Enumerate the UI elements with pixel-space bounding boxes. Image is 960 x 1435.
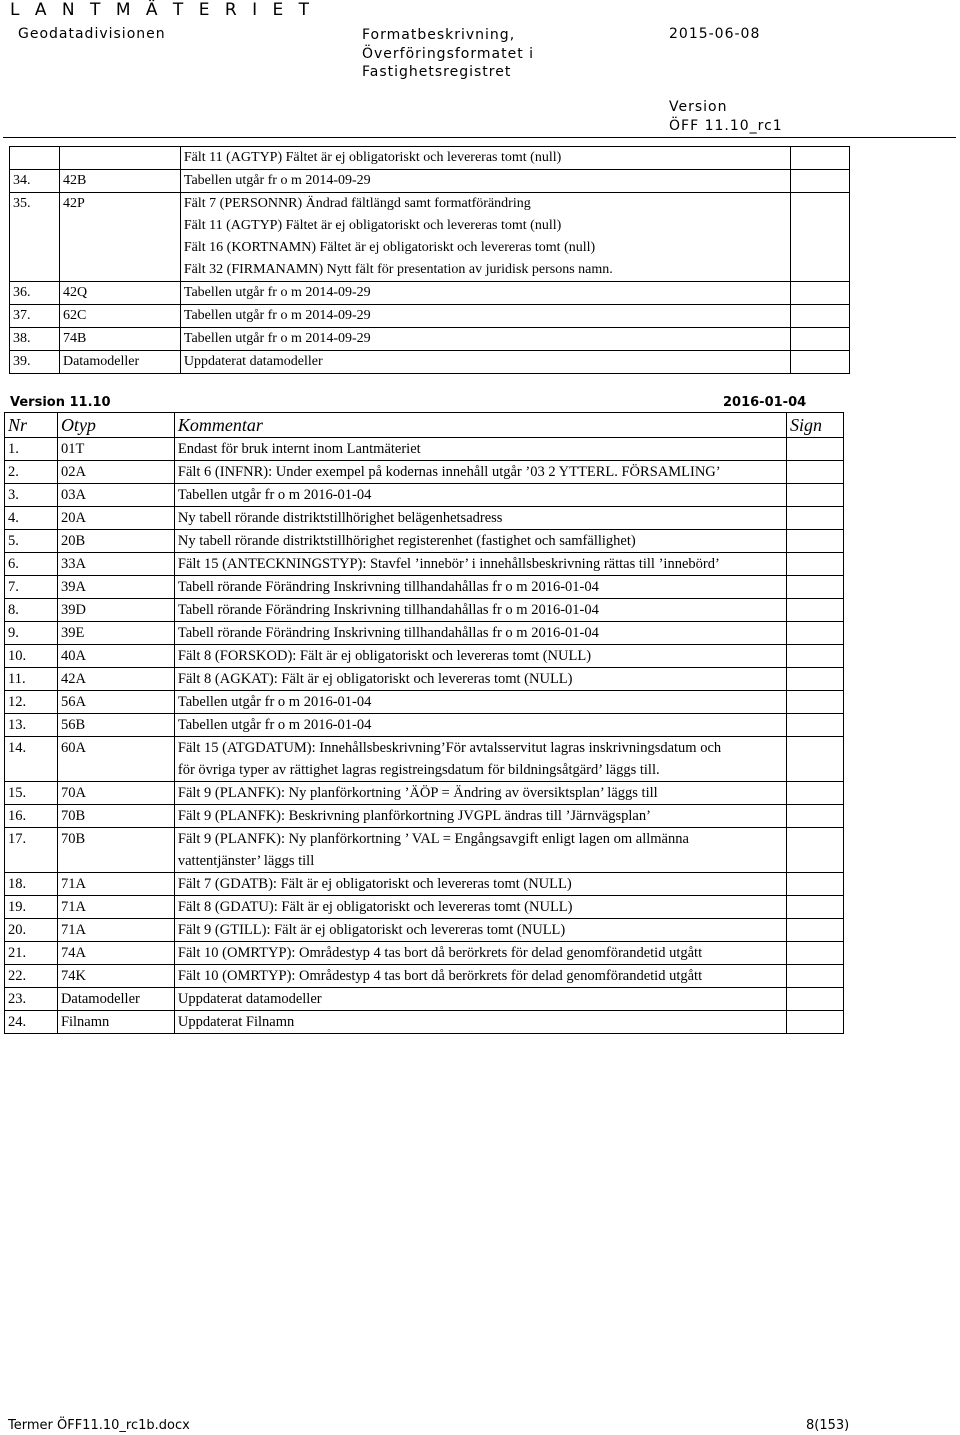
column-header-sign: Sign <box>787 413 844 438</box>
row-sign <box>787 553 844 576</box>
comment-line: Fält 6 (INFNR): Under exempel på kodernas innehåll utgår ’03 2 YTTERL. FÖRSAMLING’ <box>177 464 721 480</box>
document-title <box>362 26 534 82</box>
comment-line: Fält 9 (GTILL): Fält är ej obligatoriskt och levereras tomt (NULL) <box>177 922 566 938</box>
change-log-body <box>10 147 850 374</box>
table-row <box>5 873 844 896</box>
comment-line: Fält 10 (OMRTYP): Områdestyp 4 tas bort då berörkrets för delad genomförandetid utgått <box>177 968 703 984</box>
row-number: 24. <box>5 1011 58 1034</box>
row-comment <box>180 147 790 170</box>
row-object-type: 71A <box>57 873 174 896</box>
table-row <box>5 530 844 553</box>
comment-line: Ny tabell rörande distriktstillhörighet registerenhet (fastighet och samfällighet) <box>177 533 636 549</box>
row-object-type: 70B <box>57 805 174 828</box>
row-comment <box>174 576 786 599</box>
row-object-type: 39E <box>57 622 174 645</box>
row-number: 9. <box>5 622 58 645</box>
row-comment <box>174 461 786 484</box>
row-number: 6. <box>5 553 58 576</box>
row-object-type: 03A <box>57 484 174 507</box>
table-row <box>5 461 844 484</box>
comment-line: Tabell rörande Förändring Inskrivning tillhandahållas fr o m 2016-01-04 <box>177 579 599 595</box>
row-object-type: 33A <box>57 553 174 576</box>
table-row <box>5 576 844 599</box>
footer-filename: Termer ÖFF11.10_rc1b.docx <box>8 1418 190 1433</box>
row-sign <box>787 668 844 691</box>
row-comment <box>174 438 786 461</box>
row-number: 39. <box>10 351 60 374</box>
row-object-type: 39D <box>57 599 174 622</box>
table-row <box>5 622 844 645</box>
row-object-type: 02A <box>57 461 174 484</box>
table-row <box>10 282 850 305</box>
row-comment <box>174 942 786 965</box>
table-header-row <box>5 413 844 438</box>
comment-line: Fält 9 (PLANFK): Ny planförkortning ’ VAL = Engångsavgift enligt lagen om allmänna <box>177 831 689 847</box>
comment-line: Fält 15 (ATGDATUM): Innehållsbeskrivning’För avtalsservitut lagras inskrivningsdatum och <box>177 740 722 756</box>
row-object-type: 42A <box>57 668 174 691</box>
row-sign <box>791 351 850 374</box>
row-sign <box>787 988 844 1011</box>
table-row <box>10 170 850 193</box>
row-sign <box>791 305 850 328</box>
table-row <box>10 193 850 282</box>
row-sign <box>787 530 844 553</box>
comment-line: Tabellen utgår fr o m 2016-01-04 <box>177 717 372 733</box>
row-number: 22. <box>5 965 58 988</box>
table-row <box>5 942 844 965</box>
row-sign <box>787 714 844 737</box>
row-sign <box>791 147 850 170</box>
row-number: 20. <box>5 919 58 942</box>
row-number <box>10 147 60 170</box>
row-comment <box>174 896 786 919</box>
row-object-type: 56B <box>57 714 174 737</box>
table-row <box>5 782 844 805</box>
document-title-line: Fastighetsregistret <box>362 64 512 80</box>
row-object-type: Datamodeller <box>59 351 180 374</box>
row-object-type: 74B <box>59 328 180 351</box>
row-object-type: 39A <box>57 576 174 599</box>
row-object-type: 70A <box>57 782 174 805</box>
table-row <box>5 988 844 1011</box>
comment-line: Fält 7 (GDATB): Fält är ej obligatoriskt och levereras tomt (NULL) <box>177 876 572 892</box>
table-row <box>5 438 844 461</box>
row-comment <box>174 691 786 714</box>
row-sign <box>787 461 844 484</box>
comment-line: för övriga typer av rättighet lagras registreingsdatum för bildningsåtgärd’ läggs till. <box>177 762 660 778</box>
row-sign <box>791 282 850 305</box>
comment-line: Tabellen utgår fr o m 2016-01-04 <box>177 694 372 710</box>
row-sign <box>787 484 844 507</box>
row-number: 12. <box>5 691 58 714</box>
comment-line: Fält 8 (FORSKOD): Fält är ej obligatoriskt och levereras tomt (NULL) <box>177 648 592 664</box>
table-row <box>10 351 850 374</box>
department-name: Geodatadivisionen <box>18 26 166 42</box>
comment-line: Fält 8 (AGKAT): Fält är ej obligatoriskt och levereras tomt (NULL) <box>177 671 573 687</box>
row-object-type: 60A <box>57 737 174 782</box>
row-number: 16. <box>5 805 58 828</box>
comment-line: Tabellen utgår fr o m 2014-09-29 <box>183 285 371 300</box>
table-row <box>5 599 844 622</box>
row-sign <box>787 645 844 668</box>
row-comment <box>174 714 786 737</box>
row-sign <box>787 438 844 461</box>
row-number: 18. <box>5 873 58 896</box>
table-row <box>5 805 844 828</box>
row-number: 34. <box>10 170 60 193</box>
row-number: 10. <box>5 645 58 668</box>
row-sign <box>787 828 844 873</box>
comment-line: Fält 8 (GDATU): Fält är ej obligatoriskt och levereras tomt (NULL) <box>177 899 573 915</box>
header-divider <box>3 137 956 138</box>
table-row <box>5 714 844 737</box>
row-comment <box>174 599 786 622</box>
comment-line: Fält 7 (PERSONNR) Ändrad fältlängd samt formatförändring <box>183 196 531 211</box>
row-comment <box>174 622 786 645</box>
table-row <box>10 328 850 351</box>
section-date: 2016-01-04 <box>723 395 807 410</box>
document-date: 2015-06-08 <box>669 26 761 42</box>
comment-line: Tabell rörande Förändring Inskrivning tillhandahållas fr o m 2016-01-04 <box>177 625 599 641</box>
comment-line: Ny tabell rörande distriktstillhörighet belägenhetsadress <box>177 510 503 526</box>
row-number: 35. <box>10 193 60 282</box>
row-object-type: 74K <box>57 965 174 988</box>
row-object-type: 42Q <box>59 282 180 305</box>
section-version: Version 11.10 <box>10 395 111 410</box>
comment-line: Fält 15 (ANTECKNINGSTYP): Stavfel ’innebör’ i innehållsbeskrivning rättas till ’innebörd’ <box>177 556 720 572</box>
table-row <box>5 553 844 576</box>
row-number: 38. <box>10 328 60 351</box>
row-comment <box>174 553 786 576</box>
comment-line: Uppdaterat datamodeller <box>183 354 323 369</box>
row-comment <box>174 1011 786 1034</box>
comment-line: vattentjänster’ läggs till <box>177 853 315 869</box>
row-number: 8. <box>5 599 58 622</box>
row-sign <box>787 599 844 622</box>
row-sign <box>787 576 844 599</box>
column-header-kommentar: Kommentar <box>174 413 786 438</box>
row-sign <box>787 873 844 896</box>
row-comment <box>180 328 790 351</box>
row-object-type: 20A <box>57 507 174 530</box>
row-comment <box>180 282 790 305</box>
row-comment <box>180 193 790 282</box>
row-comment <box>174 484 786 507</box>
row-object-type: 70B <box>57 828 174 873</box>
row-sign <box>787 805 844 828</box>
row-sign <box>787 622 844 645</box>
row-object-type: 20B <box>57 530 174 553</box>
comment-line: Fält 10 (OMRTYP): Områdestyp 4 tas bort då berörkrets för delad genomförandetid utgått <box>177 945 703 961</box>
row-sign <box>787 919 844 942</box>
comment-line: Tabellen utgår fr o m 2014-09-29 <box>183 331 371 346</box>
change-log-body <box>5 413 844 1034</box>
comment-line: Fält 9 (PLANFK): Ny planförkortning ’ÄÖP = Ändring av översiktsplan’ läggs till <box>177 785 658 801</box>
row-number: 21. <box>5 942 58 965</box>
row-comment <box>174 737 786 782</box>
change-log-table-previous <box>9 146 850 374</box>
row-comment <box>174 805 786 828</box>
row-object-type: 01T <box>57 438 174 461</box>
table-row <box>5 484 844 507</box>
row-sign <box>787 896 844 919</box>
comment-line: Tabellen utgår fr o m 2016-01-04 <box>177 487 372 503</box>
comment-line: Fält 11 (AGTYP) Fältet är ej obligatoriskt och levereras tomt (null) <box>183 218 562 233</box>
row-sign <box>791 170 850 193</box>
row-object-type: 42P <box>59 193 180 282</box>
row-comment <box>174 919 786 942</box>
table-row <box>5 896 844 919</box>
row-object-type: 40A <box>57 645 174 668</box>
row-comment <box>174 965 786 988</box>
row-number: 1. <box>5 438 58 461</box>
row-number: 19. <box>5 896 58 919</box>
version-value: ÖFF 11.10_rc1 <box>669 118 783 134</box>
table-row <box>5 691 844 714</box>
table-row <box>10 305 850 328</box>
row-sign <box>791 193 850 282</box>
row-object-type: Filnamn <box>57 1011 174 1034</box>
row-sign <box>787 691 844 714</box>
row-number: 36. <box>10 282 60 305</box>
table-row <box>5 1011 844 1034</box>
comment-line: Uppdaterat Filnamn <box>177 1014 295 1030</box>
table-row <box>5 965 844 988</box>
table-row <box>5 919 844 942</box>
row-comment <box>180 305 790 328</box>
document-title-line: Överföringsformatet i <box>362 45 535 62</box>
row-number: 5. <box>5 530 58 553</box>
comment-line: Tabellen utgår fr o m 2014-09-29 <box>183 308 371 323</box>
row-object-type: 71A <box>57 919 174 942</box>
table-row <box>5 507 844 530</box>
row-object-type <box>59 147 180 170</box>
row-sign <box>787 737 844 782</box>
row-object-type: 71A <box>57 896 174 919</box>
row-sign <box>787 507 844 530</box>
comment-line: Fält 32 (FIRMANAMN) Nytt fält för presentation av juridisk persons namn. <box>183 262 613 277</box>
table-row <box>5 668 844 691</box>
footer-page-number: 8(153) <box>806 1418 850 1433</box>
column-header-otyp: Otyp <box>57 413 174 438</box>
change-log-table <box>4 412 844 1034</box>
row-object-type: 56A <box>57 691 174 714</box>
row-number: 14. <box>5 737 58 782</box>
comment-line: Uppdaterat datamodeller <box>177 991 322 1007</box>
row-number: 13. <box>5 714 58 737</box>
row-comment <box>174 507 786 530</box>
comment-line: Endast för bruk internt inom Lantmäteriet <box>177 441 421 457</box>
version-label: Version <box>669 99 728 115</box>
column-header-nr: Nr <box>5 413 58 438</box>
row-comment <box>174 828 786 873</box>
row-number: 15. <box>5 782 58 805</box>
row-object-type: 74A <box>57 942 174 965</box>
organization-name: L A N T M Ä T E R I E T <box>10 0 315 20</box>
comment-line: Tabell rörande Förändring Inskrivning tillhandahållas fr o m 2016-01-04 <box>177 602 599 618</box>
row-number: 3. <box>5 484 58 507</box>
row-comment <box>180 170 790 193</box>
row-comment <box>174 873 786 896</box>
comment-line: Tabellen utgår fr o m 2014-09-29 <box>183 173 371 188</box>
row-sign <box>787 942 844 965</box>
row-object-type: 62C <box>59 305 180 328</box>
table-row <box>10 147 850 170</box>
row-object-type: 42B <box>59 170 180 193</box>
row-comment <box>174 530 786 553</box>
row-object-type: Datamodeller <box>57 988 174 1011</box>
row-sign <box>787 965 844 988</box>
row-number: 11. <box>5 668 58 691</box>
row-sign <box>791 328 850 351</box>
comment-line: Fält 16 (KORTNAMN) Fältet är ej obligatoriskt och levereras tomt (null) <box>183 240 596 255</box>
table-row <box>5 828 844 873</box>
document-title-line: Formatbeskrivning, <box>362 27 516 43</box>
row-number: 37. <box>10 305 60 328</box>
row-comment <box>180 351 790 374</box>
row-number: 23. <box>5 988 58 1011</box>
table-row <box>5 645 844 668</box>
row-comment <box>174 782 786 805</box>
comment-line: Fält 11 (AGTYP) Fältet är ej obligatoriskt och levereras tomt (null) <box>183 150 562 165</box>
row-comment <box>174 988 786 1011</box>
table-row <box>5 737 844 782</box>
row-comment <box>174 645 786 668</box>
row-number: 7. <box>5 576 58 599</box>
row-comment <box>174 668 786 691</box>
comment-line: Fält 9 (PLANFK): Beskrivning planförkortning JVGPL ändras till ’Järnvägsplan’ <box>177 808 651 824</box>
row-number: 4. <box>5 507 58 530</box>
row-sign <box>787 782 844 805</box>
row-number: 2. <box>5 461 58 484</box>
row-number: 17. <box>5 828 58 873</box>
row-sign <box>787 1011 844 1034</box>
